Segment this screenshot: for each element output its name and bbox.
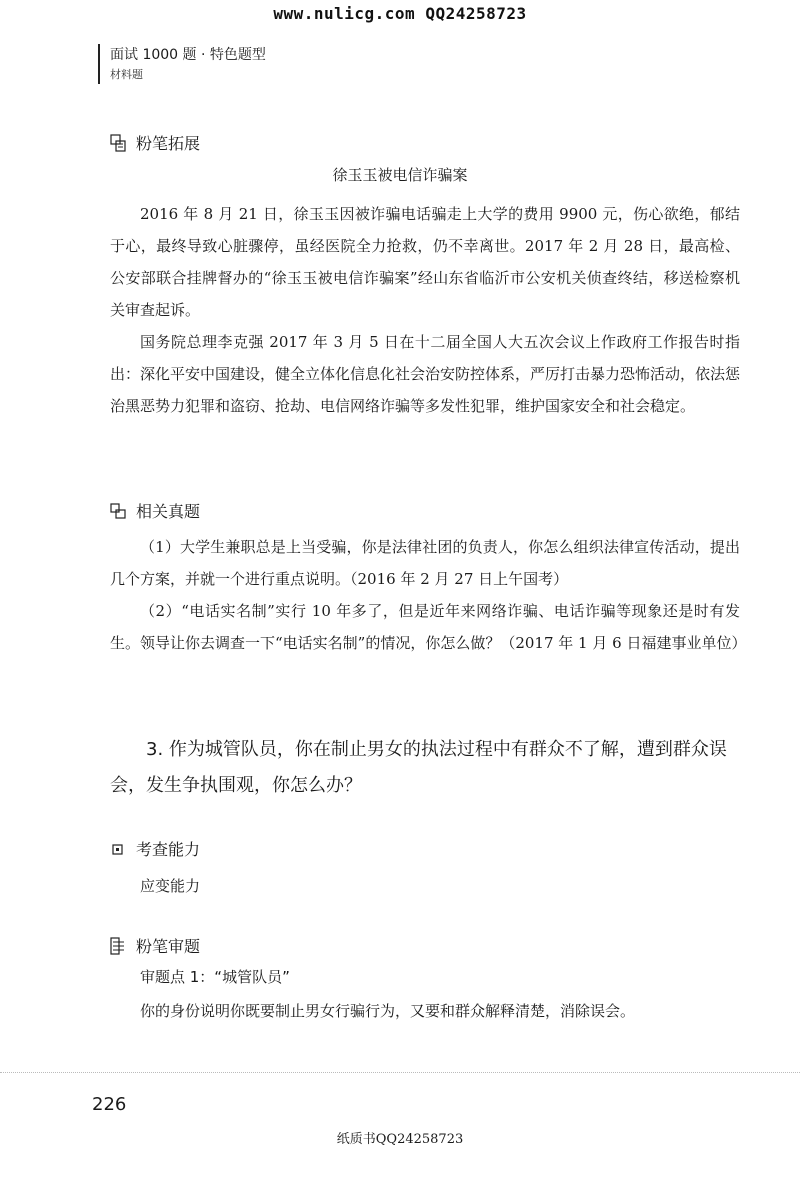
page-number: 226 [92,1094,127,1115]
related-item-2: （2）“电话实名制”实行 10 年多了，但是近年来网络诈骗、电话诈骗等现象还是时有发生。领导让你去调查一下“电话实名制”的情况，你怎么做？（2017 年 1 月 6 日福建事业单位） [110,602,747,652]
review-point-1: 审题点 1：“城管队员” [140,968,290,986]
header-divider [98,44,100,84]
extension-heading-label: 粉笔拓展 [136,134,201,153]
review-heading-label: 粉笔审题 [136,937,201,956]
extension-paragraph-1: 2016 年 8 月 21 日，徐玉玉因被诈骗电话骗走上大学的费用 9900 元，伤心欲绝，郁结于心，最终导致心脏骤停，虽经医院全力抢救，仍不幸离世。2017 年 2 月 28 日，最高检、公安部联合挂牌督办的“徐玉玉被电信诈骗案”经山东省临沂市公安机关侦查终结，移送检察机关审查起诉。 [110,205,740,319]
ability-heading [110,837,200,860]
magnifier-doc-icon [110,937,126,955]
review-text: 你的身份说明你既要制止男女行骗行为，又要和群众解释清楚，消除误会。 [140,1002,636,1020]
article-title: 徐玉玉被电信诈骗案 [332,166,468,184]
ability-heading-label: 考查能力 [136,840,201,859]
extension-paragraph-2: 国务院总理李克强 2017 年 3 月 5 日在十二届全国人大五次会议上作政府工作报告时指出：深化平安中国建设，健全立体化信息化社会治安防控体系，严厉打击暴力恐怖活动，依法惩治黑恶势力犯罪和盗窃、抢劫、电信网络诈骗等多发性犯罪，维护国家安全和社会稳定。 [110,333,741,415]
watermark-top: www.nulicg.com QQ24258723 [273,4,527,23]
related-heading [110,499,200,522]
related-item-1: （1）大学生兼职总是上当受骗，你是法律社团的负责人，你怎么组织法律宣传活动，提出几个方案，并就一个进行重点说明。（2016 年 2 月 27 日上午国考） [110,538,740,588]
watermark-bottom: 纸质书QQ24258723 [336,1132,464,1147]
review-heading [110,934,200,957]
extension-heading [110,131,200,154]
ability-value: 应变能力 [140,877,201,895]
document-icon [110,502,126,520]
running-header-title: 面试 1000 题 · 特色题型 [110,47,266,63]
running-header-subtitle: 材料题 [110,68,143,81]
question-3: 3. 作为城管队员，你在制止男女的执法过程中有群众不了解，遭到群众误会，发生争执围观，你怎么办？ [110,739,727,796]
related-heading-label: 相关真题 [136,502,201,521]
notebook-icon [110,134,126,152]
footer-divider [0,1072,800,1073]
checkbox-icon [110,840,126,858]
